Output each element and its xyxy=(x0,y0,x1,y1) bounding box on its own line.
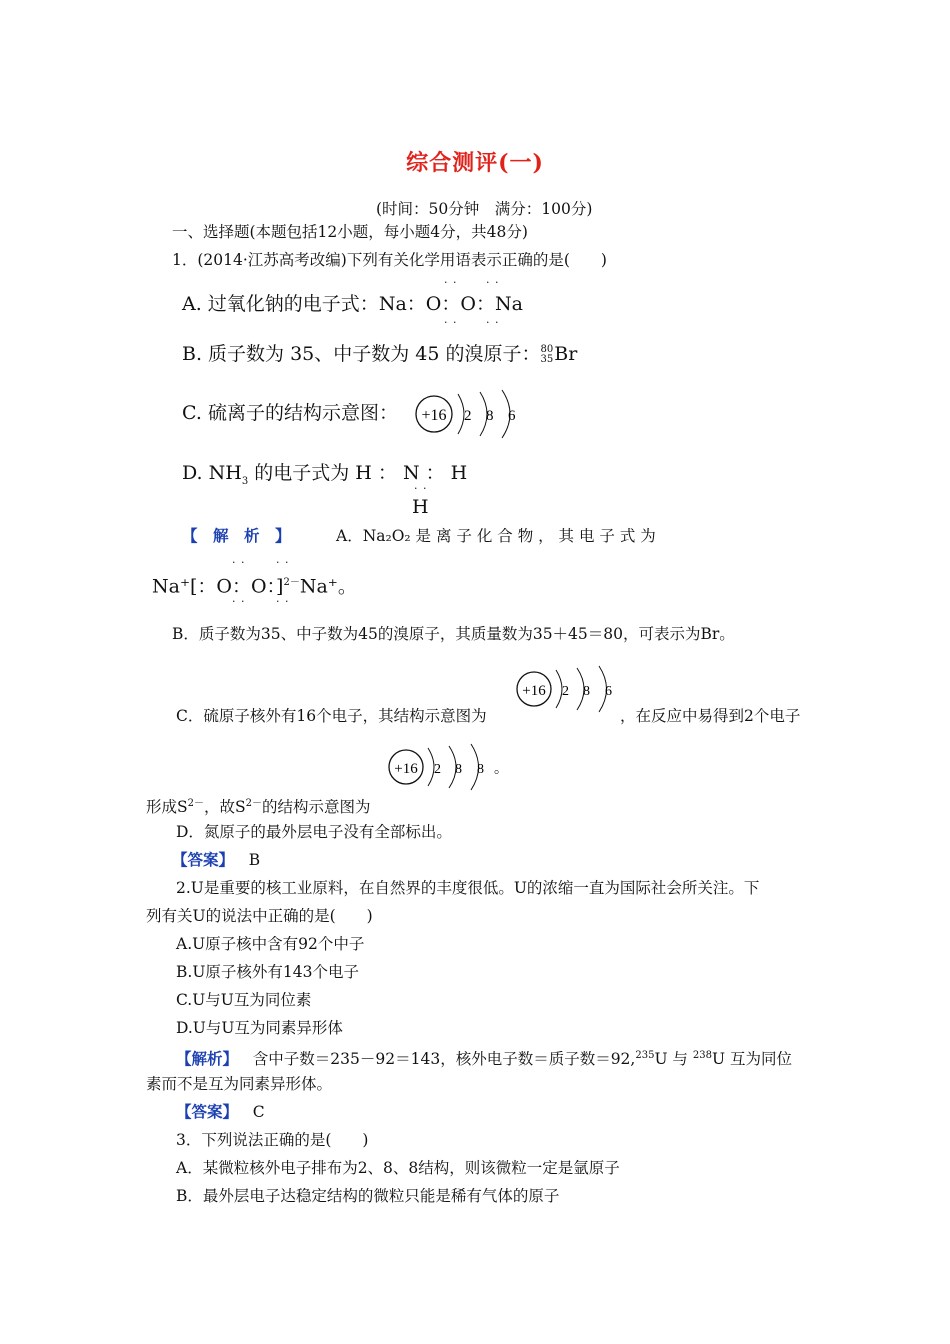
isotope-notation: 80 35 xyxy=(540,344,554,365)
shell-electrons: 8 xyxy=(486,408,494,424)
q2-option-a: A.U原子核中含有92个中子 xyxy=(176,935,365,953)
shell-electrons: 2 xyxy=(562,684,569,699)
analysis-tag: 【解析】 xyxy=(176,1049,239,1069)
q2-analysis-line1: 【解析】 含中子数＝235－92＝143，核外电子数＝质子数＝92,$^{235}$U 与 $^{238}$U 互为同位 xyxy=(176,1049,792,1069)
page-title: 综合测评(一) xyxy=(406,150,544,176)
shell-electrons: 6 xyxy=(508,408,516,424)
q2-option-d: D.U与U互为同素异形体 xyxy=(176,1019,343,1037)
q1-option-d: D. $NH_3$ 的电子式为 H ： N ： H xyxy=(182,462,468,487)
analysis-tag: 【 解 析 】 xyxy=(182,526,291,545)
q1-option-b-label: B. 质子数为 35、中子数为 45 的溴原子： xyxy=(182,343,541,365)
q2-stem-line2: 列有关U的说法中正确的是( ) xyxy=(146,907,373,925)
electron-dots: · · xyxy=(276,556,290,569)
answer-tag: 【答案】 xyxy=(176,1102,239,1121)
analysis-c-tail: ，在反应中易得到2个电子 xyxy=(620,707,801,725)
electron-dots: · · xyxy=(232,595,246,608)
electron-dots: · · xyxy=(232,556,246,569)
period: 。 xyxy=(494,762,508,777)
electron-dots: · · xyxy=(444,276,458,289)
q1-option-a-formula: Na：O：O：Na xyxy=(378,293,523,315)
q1-option-a-label: A. 过氧化钠的电子式： xyxy=(182,293,379,315)
shell-electrons: 6 xyxy=(605,684,612,699)
analysis-b-line: B．质子数为35、中子数为45的溴原子，其质量数为35＋45＝80，可表示为Br。 xyxy=(172,625,735,643)
q1-option-d-hydrogen: H xyxy=(412,496,429,518)
analysis-c-line2: 形成$S^{2-}$，故$S^{2-}$的结构示意图为 xyxy=(146,798,371,817)
q3-stem: 3．下列说法正确的是( ) xyxy=(176,1131,369,1149)
sulfur-atom-diagram xyxy=(514,664,624,714)
section-heading: 一、选择题(本题包括12小题，每小题4分，共48分) xyxy=(172,223,528,241)
answer-value: B xyxy=(248,851,261,869)
q1-option-c-label: C. 硫离子的结构示意图： xyxy=(182,402,398,424)
electron-dots: · · xyxy=(486,276,500,289)
electron-dots: · · xyxy=(276,595,290,608)
electron-dots: · · xyxy=(414,482,428,495)
shell-electrons: 2 xyxy=(464,408,472,424)
shell-electrons: 8 xyxy=(455,762,462,777)
electron-dots: · · xyxy=(444,316,458,329)
q3-option-a: A．某微粒核外电子排布为2、8、8结构，则该微粒一定是氩原子 xyxy=(176,1159,620,1177)
shell-electrons: 8 xyxy=(477,762,484,777)
analysis-peroxide-formula: Na⁺[：O：O：]$^{2-}$Na⁺。 xyxy=(152,575,357,598)
nucleus-charge: +16 xyxy=(522,683,546,699)
element-symbol: Br xyxy=(554,343,578,365)
q2-stem-line1: 2.U是重要的核工业原料，在自然界的丰度很低。U的浓缩一直为国际社会所关注。下 xyxy=(176,879,760,897)
analysis-c-line: C．硫原子核外有16个电子，其结构示意图为 xyxy=(176,707,487,725)
answer-value: C xyxy=(252,1103,265,1121)
q2-option-c: C.U与U互为同位素 xyxy=(176,991,312,1009)
answer-tag: 【答案】 xyxy=(172,850,235,869)
q2-analysis-line2: 素而不是互为同素异形体。 xyxy=(146,1075,333,1093)
sulfide-ion-diagram xyxy=(386,742,516,792)
answer-line xyxy=(176,1102,265,1122)
q3-option-b: B．最外层电子达稳定结构的微粒只能是稀有气体的原子 xyxy=(176,1187,560,1205)
q1-sulfide-ion-diagram xyxy=(410,388,530,440)
electron-dots: · · xyxy=(486,316,500,329)
exam-info: (时间：50分钟 满分：100分) xyxy=(376,200,593,218)
analysis-d-line: D．氮原子的最外层电子没有全部标出。 xyxy=(176,823,452,841)
analysis-a-line: A．Na₂O₂ 是 离 子 化 合 物 ， 其 电 子 式 为 xyxy=(336,527,656,545)
shell-electrons: 2 xyxy=(434,762,441,777)
q1-stem: 1．(2014·江苏高考改编)下列有关化学用语表示正确的是( ) xyxy=(172,251,607,269)
nucleus-charge: +16 xyxy=(394,761,418,777)
shell-electrons: 8 xyxy=(583,684,590,699)
answer-line xyxy=(172,850,260,870)
q1-option-b xyxy=(182,341,577,367)
q2-option-b: B.U原子核外有143个电子 xyxy=(176,963,359,981)
nucleus-charge: +16 xyxy=(421,407,447,424)
q1-option-a xyxy=(182,291,523,317)
